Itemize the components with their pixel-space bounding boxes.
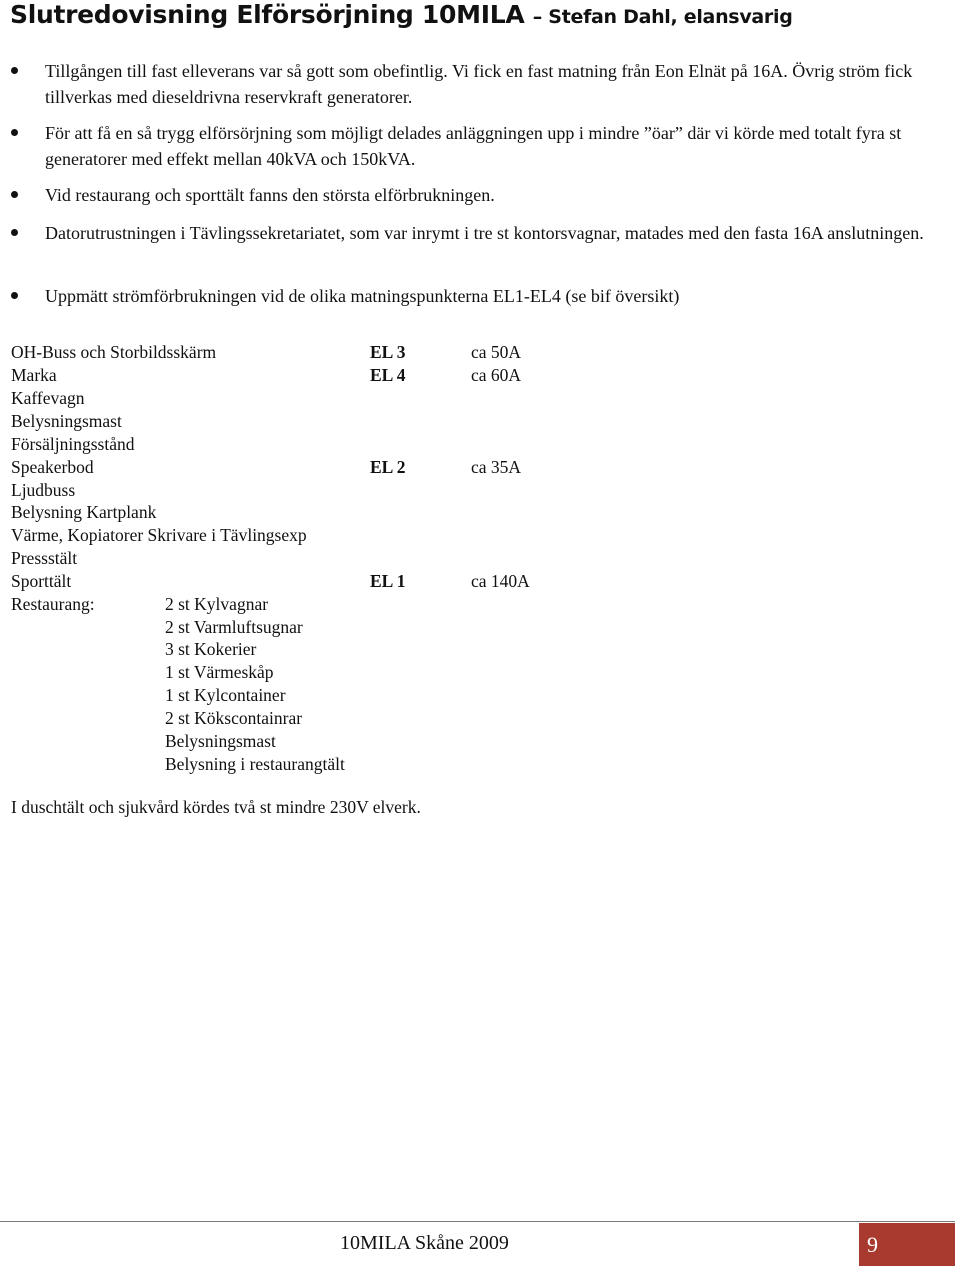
footer-text: 10MILA Skåne 2009 [340, 1232, 509, 1254]
row-amp: ca 140A [471, 571, 530, 591]
restaurant-item: 2 st Varmluftsugnar [165, 617, 303, 637]
table-row [11, 433, 134, 455]
table-row [11, 479, 75, 501]
title-main: Slutredovisning Elförsörjning 10MILA [10, 0, 525, 29]
table-row [11, 524, 307, 546]
bullet-text: Datorutrustningen i Tävlingssekretariatet, som var inrymt i tre st kontorsvagnar, matades med den fasta 16A anslutningen. [45, 223, 924, 243]
row-amp: ca 35A [471, 457, 522, 477]
restaurant-item: 2 st Kökscontainrar [165, 708, 303, 728]
bullet-text: För att få en så trygg elförsörjning som möjligt delades anläggningen upp i mindre ”öar” där vi körde med totalt fyra st generatorer med effekt mellan 40kVA och 150kVA. [45, 123, 902, 169]
page-title [10, 0, 793, 29]
bullet-text: Tillgången till fast elleverans var så gott som obefintlig. Vi fick en fast matning från Eon Elnät på 16A. Övrig ström fick tillverkas med dieseldrivna reservkraft generatorer. [45, 61, 913, 107]
row-amp: ca 50A [471, 342, 522, 362]
bullet-dot-icon [11, 191, 18, 198]
table-row [11, 547, 77, 569]
row-label: Försäljningsstånd [11, 434, 135, 454]
table-row [11, 570, 71, 592]
bullet-dot-icon [11, 292, 18, 299]
table-row [11, 364, 57, 386]
title-subtitle: – Stefan Dahl, elansvarig [532, 6, 793, 28]
restaurant-item: Belysningsmast [165, 731, 276, 751]
row-el: EL 2 [370, 457, 406, 477]
table-row [11, 387, 85, 409]
row-label: Speakerbod [11, 457, 94, 477]
restaurant-item: 3 st Kokerier [165, 639, 257, 659]
page-number: 9 [867, 1232, 878, 1257]
row-label: Värme, Kopiatorer Skrivare i Tävlingsexp [11, 525, 307, 545]
row-label: Pressstält [11, 548, 78, 568]
bullet-dot-icon [11, 229, 18, 236]
restaurant-item: 1 st Kylcontainer [165, 685, 286, 705]
row-label: Sporttält [11, 571, 72, 591]
row-label: Belysning Kartplank [11, 502, 157, 522]
footnote: I duschtält och sjukvård kördes två st mindre 230V elverk. [11, 797, 421, 817]
row-label: Kaffevagn [11, 388, 85, 408]
table-row [11, 410, 122, 432]
row-label: Ljudbuss [11, 480, 76, 500]
row-el: EL 3 [370, 342, 406, 362]
row-label: OH-Buss och Storbildsskärm [11, 342, 217, 362]
bullet-text: Vid restaurang och sporttält fanns den största elförbrukningen. [45, 185, 495, 205]
row-label: Belysningsmast [11, 411, 122, 431]
row-label: Marka [11, 365, 57, 385]
restaurant-item: Belysning i restaurangtält [165, 754, 345, 774]
row-el: EL 4 [370, 365, 406, 385]
footer-divider [0, 1221, 955, 1222]
bullet-dot-icon [11, 129, 18, 136]
bullet-dot-icon [11, 67, 18, 74]
table-row [11, 341, 216, 363]
page-number-box [859, 1223, 955, 1266]
table-row [11, 501, 156, 523]
row-el: EL 1 [370, 571, 406, 591]
restaurant-label: Restaurang: [11, 594, 95, 614]
table-row [11, 456, 94, 478]
restaurant-item: 1 st Värmeskåp [165, 662, 274, 682]
restaurant-item: 2 st Kylvagnar [165, 594, 269, 614]
bullet-text: Uppmätt strömförbrukningen vid de olika matningspunkterna EL1-EL4 (se bif översikt) [45, 286, 680, 306]
row-amp: ca 60A [471, 365, 522, 385]
